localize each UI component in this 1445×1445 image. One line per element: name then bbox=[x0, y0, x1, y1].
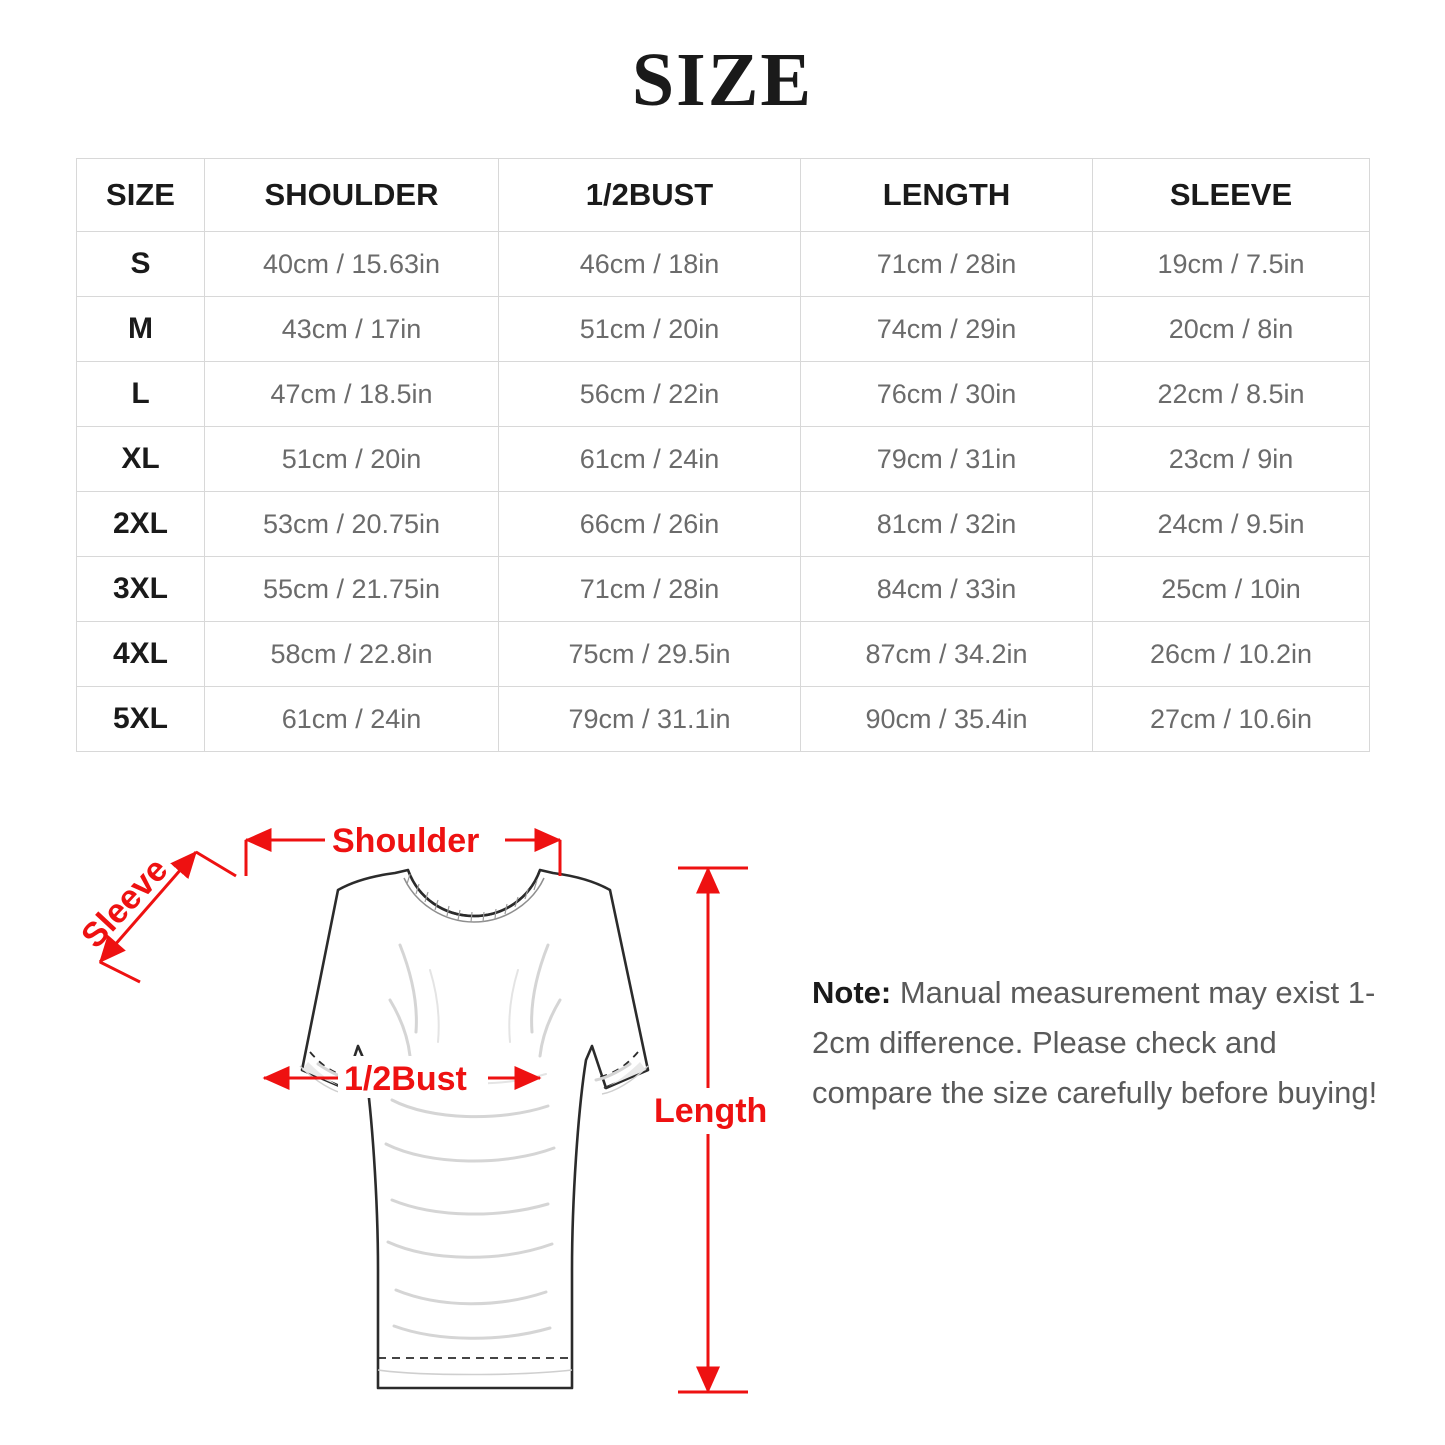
cell-length: 84cm / 33in bbox=[801, 557, 1093, 622]
cell-sleeve: 20cm / 8in bbox=[1093, 297, 1370, 362]
cell-shoulder: 55cm / 21.75in bbox=[205, 557, 499, 622]
tshirt-illustration bbox=[300, 870, 648, 1388]
cell-length: 81cm / 32in bbox=[801, 492, 1093, 557]
cell-sleeve: 27cm / 10.6in bbox=[1093, 687, 1370, 752]
cell-bust: 79cm / 31.1in bbox=[499, 687, 801, 752]
cell-shoulder: 61cm / 24in bbox=[205, 687, 499, 752]
cell-sleeve: 24cm / 9.5in bbox=[1093, 492, 1370, 557]
cell-sleeve: 25cm / 10in bbox=[1093, 557, 1370, 622]
sleeve-measure bbox=[74, 851, 236, 982]
cell-sleeve: 26cm / 10.2in bbox=[1093, 622, 1370, 687]
table-row bbox=[77, 687, 1370, 752]
cell-bust: 75cm / 29.5in bbox=[499, 622, 801, 687]
size-chart-table bbox=[76, 158, 1370, 752]
cell-bust: 61cm / 24in bbox=[499, 427, 801, 492]
column-header-shoulder: SHOULDER bbox=[205, 159, 499, 232]
length-measure bbox=[650, 868, 768, 1392]
note-text: Manual measurement may exist 1-2cm difference. Please check and compare the size carefully before buying! bbox=[812, 975, 1378, 1111]
cell-shoulder: 58cm / 22.8in bbox=[205, 622, 499, 687]
cell-sleeve: 22cm / 8.5in bbox=[1093, 362, 1370, 427]
cell-shoulder: 43cm / 17in bbox=[205, 297, 499, 362]
cell-size: S bbox=[77, 232, 205, 297]
table-row bbox=[77, 362, 1370, 427]
cell-size: M bbox=[77, 297, 205, 362]
cell-shoulder: 40cm / 15.63in bbox=[205, 232, 499, 297]
cell-size: 3XL bbox=[77, 557, 205, 622]
table-header-row bbox=[77, 159, 1370, 232]
note-block bbox=[812, 968, 1392, 1119]
shoulder-measure bbox=[246, 820, 560, 876]
cell-size: 5XL bbox=[77, 687, 205, 752]
cell-length: 79cm / 31in bbox=[801, 427, 1093, 492]
cell-bust: 46cm / 18in bbox=[499, 232, 801, 297]
cell-bust: 56cm / 22in bbox=[499, 362, 801, 427]
column-header-bust: 1/2BUST bbox=[499, 159, 801, 232]
table-row bbox=[77, 622, 1370, 687]
cell-shoulder: 53cm / 20.75in bbox=[205, 492, 499, 557]
cell-length: 90cm / 35.4in bbox=[801, 687, 1093, 752]
column-header-size: SIZE bbox=[77, 159, 205, 232]
table-row bbox=[77, 492, 1370, 557]
sleeve-label: Sleeve bbox=[74, 850, 176, 956]
cell-bust: 66cm / 26in bbox=[499, 492, 801, 557]
cell-size: 2XL bbox=[77, 492, 205, 557]
cell-length: 87cm / 34.2in bbox=[801, 622, 1093, 687]
cell-bust: 51cm / 20in bbox=[499, 297, 801, 362]
table-row bbox=[77, 427, 1370, 492]
cell-size: XL bbox=[77, 427, 205, 492]
column-header-sleeve: SLEEVE bbox=[1093, 159, 1370, 232]
cell-bust: 71cm / 28in bbox=[499, 557, 801, 622]
cell-size: 4XL bbox=[77, 622, 205, 687]
table-row bbox=[77, 557, 1370, 622]
page-title: SIZE bbox=[631, 38, 814, 122]
table-row bbox=[77, 232, 1370, 297]
cell-length: 74cm / 29in bbox=[801, 297, 1093, 362]
column-header-length: LENGTH bbox=[801, 159, 1093, 232]
bust-label: 1/2Bust bbox=[344, 1060, 467, 1098]
cell-length: 71cm / 28in bbox=[801, 232, 1093, 297]
note-label: Note: bbox=[812, 975, 892, 1010]
cell-sleeve: 19cm / 7.5in bbox=[1093, 232, 1370, 297]
cell-length: 76cm / 30in bbox=[801, 362, 1093, 427]
cell-shoulder: 47cm / 18.5in bbox=[205, 362, 499, 427]
table-row bbox=[77, 297, 1370, 362]
cell-shoulder: 51cm / 20in bbox=[205, 427, 499, 492]
cell-sleeve: 23cm / 9in bbox=[1093, 427, 1370, 492]
cell-size: L bbox=[77, 362, 205, 427]
shoulder-label: Shoulder bbox=[332, 822, 480, 860]
length-label: Length bbox=[654, 1092, 768, 1130]
